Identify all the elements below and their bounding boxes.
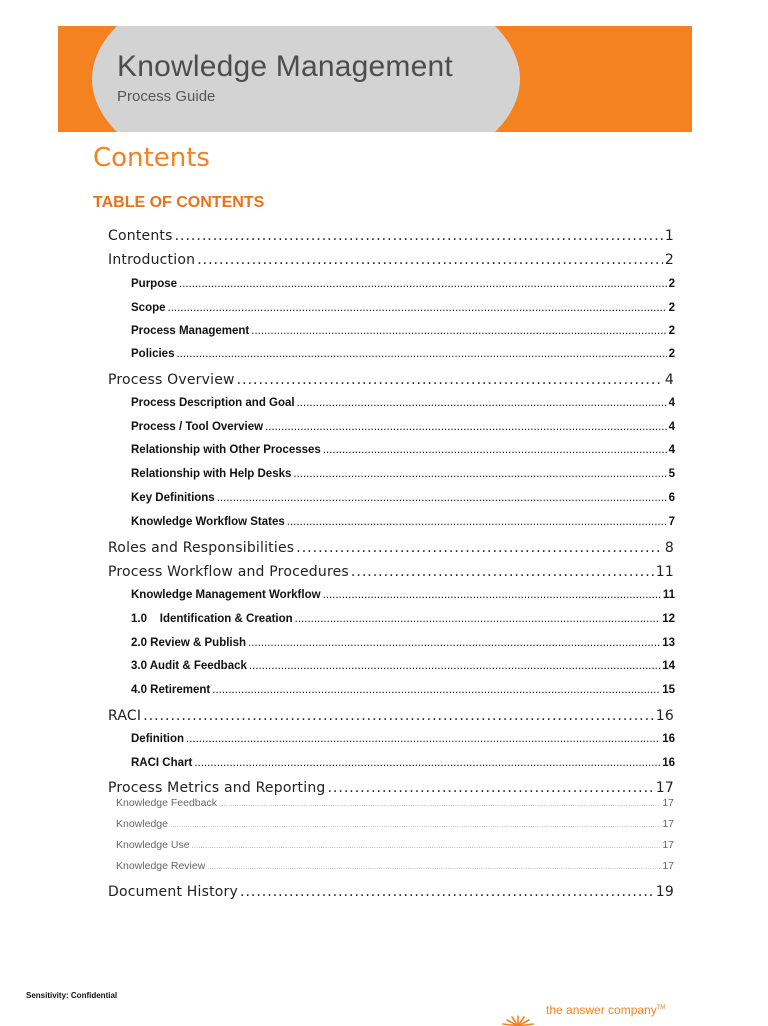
toc-entry-label: 4.0 Retirement [131, 684, 211, 696]
toc-entry-page: 17 [662, 797, 674, 809]
toc-leader [207, 862, 660, 871]
toc-entry-policies[interactable] [131, 348, 675, 360]
toc-entry-label: Knowledge Review [116, 860, 206, 872]
toc-entry-contents[interactable] [108, 228, 674, 244]
toc-entry-page: 16 [662, 733, 675, 745]
toc-leader [176, 348, 666, 360]
toc-entry-process-tool-overview[interactable] [131, 421, 675, 433]
toc-entry-page: 11 [662, 589, 675, 601]
toc-leader [175, 228, 663, 244]
toc-entry-label: Process Metrics and Reporting [108, 780, 326, 796]
toc-entry-page: 2 [668, 325, 675, 337]
toc-entry-page: 2 [664, 252, 674, 268]
toc-entry-page: 15 [662, 684, 675, 696]
toc-entry-identification-and-creation[interactable] [131, 613, 675, 625]
toc-entry-knowledge-feedback[interactable] [116, 797, 674, 809]
toc-leader [323, 444, 667, 456]
toc-entry-label: Process Workflow and Procedures [108, 564, 349, 580]
toc-entry-page: 2 [668, 302, 675, 314]
toc-entry-relationship-help-desks[interactable] [131, 468, 675, 480]
toc-entry-label: Knowledge Management Workflow [131, 589, 321, 601]
toc-leader [251, 325, 666, 337]
toc-entry-page: 1 [664, 228, 674, 244]
toc-leader [219, 799, 660, 808]
toc-entry-label: 2.0 Review & Publish [131, 637, 247, 649]
toc-entry-page: 17 [662, 860, 674, 872]
toc-leader [170, 820, 660, 829]
toc-leader [237, 372, 663, 388]
toc-entry-label: RACI [108, 708, 142, 724]
toc-entry-document-history[interactable] [108, 884, 674, 900]
toc-entry-knowledge[interactable] [116, 818, 674, 830]
toc-entry-retirement[interactable] [131, 684, 675, 696]
toc-leader [293, 468, 666, 480]
toc-heading: TABLE OF CONTENTS [93, 194, 265, 211]
toc-entry-label: Roles and Responsibilities [108, 540, 295, 556]
toc-leader [323, 589, 661, 601]
toc-entry-purpose[interactable] [131, 278, 675, 290]
toc-leader [192, 841, 661, 850]
toc-leader [248, 637, 660, 649]
toc-entry-page: 2 [668, 348, 675, 360]
toc-entry-label: Introduction [108, 252, 196, 268]
toc-entry-page: 19 [655, 884, 674, 900]
toc-entry-page: 17 [655, 780, 674, 796]
company-tagline [546, 1003, 665, 1017]
toc-entry-page: 2 [668, 278, 675, 290]
toc-leader [265, 421, 667, 433]
toc-entry-page: 13 [662, 637, 675, 649]
toc-entry-knowledge-use[interactable] [116, 839, 674, 851]
toc-leader [327, 780, 653, 796]
toc-entry-label: Knowledge Feedback [116, 797, 217, 809]
document-title: Knowledge Management [117, 50, 453, 83]
toc-leader [249, 660, 660, 672]
toc-entry-page: 6 [668, 492, 675, 504]
toc-entry-page: 11 [655, 564, 674, 580]
toc-entry-label: Key Definitions [131, 492, 215, 504]
toc-entry-scope[interactable] [131, 302, 675, 314]
toc-entry-relationship-other-processes[interactable] [131, 444, 675, 456]
toc-entry-raci-chart[interactable] [131, 757, 675, 769]
toc-entry-page: 17 [662, 839, 674, 851]
toc-entry-page: 5 [668, 468, 675, 480]
toc-entry-label: Purpose [131, 278, 178, 290]
toc-entry-process-management[interactable] [131, 325, 675, 337]
toc-leader [287, 516, 667, 528]
toc-entry-page: 14 [662, 660, 675, 672]
trademark-mark: TM [656, 1005, 666, 1011]
toc-entry-page: 4 [668, 444, 675, 456]
toc-entry-process-overview[interactable] [108, 372, 674, 388]
toc-entry-label: Knowledge [116, 818, 168, 830]
toc-entry-page: 16 [662, 757, 675, 769]
toc-entry-label: Process Management [131, 325, 250, 337]
toc-entry-knowledge-review[interactable] [116, 860, 674, 872]
toc-entry-process-metrics-and-reporting[interactable] [108, 780, 674, 796]
toc-entry-knowledge-management-workflow[interactable] [131, 589, 675, 601]
toc-entry-label: Process Description and Goal [131, 397, 295, 409]
toc-entry-label: Definition [131, 733, 185, 745]
tagline-text: the answer company [546, 1003, 657, 1017]
toc-entry-key-definitions[interactable] [131, 492, 675, 504]
toc-leader [296, 540, 663, 556]
toc-leader [143, 708, 654, 724]
toc-entry-process-workflow-and-procedures[interactable] [108, 564, 674, 580]
toc-entry-label: Contents [108, 228, 173, 244]
toc-entry-roles-and-responsibilities[interactable] [108, 540, 674, 556]
toc-entry-label: Process Overview [108, 372, 235, 388]
toc-entry-page: 12 [662, 613, 675, 625]
toc-entry-page: 7 [668, 516, 675, 528]
toc-entry-label: Relationship with Help Desks [131, 468, 292, 480]
toc-entry-label: Knowledge Workflow States [131, 516, 285, 528]
toc-entry-label: 1.0 Identification & Creation [131, 613, 293, 625]
toc-entry-label: RACI Chart [131, 757, 193, 769]
toc-leader [197, 252, 663, 268]
toc-leader [212, 684, 660, 696]
toc-leader [186, 733, 660, 745]
toc-leader [351, 564, 654, 580]
toc-entry-review-and-publish[interactable] [131, 637, 675, 649]
toc-entry-label: 3.0 Audit & Feedback [131, 660, 247, 672]
toc-entry-introduction[interactable] [108, 252, 674, 268]
toc-leader [240, 884, 654, 900]
toc-entry-audit-and-feedback[interactable] [131, 660, 675, 672]
toc-leader [297, 397, 667, 409]
toc-leader [168, 302, 667, 314]
toc-entry-label: Relationship with Other Processes [131, 444, 321, 456]
toc-entry-label: Process / Tool Overview [131, 421, 264, 433]
toc-entry-page: 4 [668, 397, 675, 409]
toc-leader [217, 492, 667, 504]
toc-entry-page: 4 [664, 372, 674, 388]
toc-entry-label: Policies [131, 348, 175, 360]
toc-entry-page: 8 [664, 540, 674, 556]
toc-entry-process-description-and-goal[interactable] [131, 397, 675, 409]
toc-leader [295, 613, 661, 625]
toc-entry-page: 4 [668, 421, 675, 433]
toc-leader [194, 757, 660, 769]
toc-entry-page: 17 [662, 818, 674, 830]
contents-heading: Contents [93, 143, 210, 173]
toc-entry-knowledge-workflow-states[interactable] [131, 516, 675, 528]
toc-leader [179, 278, 667, 290]
toc-entry-raci[interactable] [108, 708, 674, 724]
toc-entry-label: Document History [108, 884, 238, 900]
toc-entry-label: Knowledge Use [116, 839, 190, 851]
toc-entry-label: Scope [131, 302, 166, 314]
toc-entry-definition[interactable] [131, 733, 675, 745]
document-subtitle: Process Guide [117, 88, 216, 105]
toc-entry-page: 16 [655, 708, 674, 724]
sensitivity-label: Sensitivity: Confidential [26, 991, 118, 1000]
